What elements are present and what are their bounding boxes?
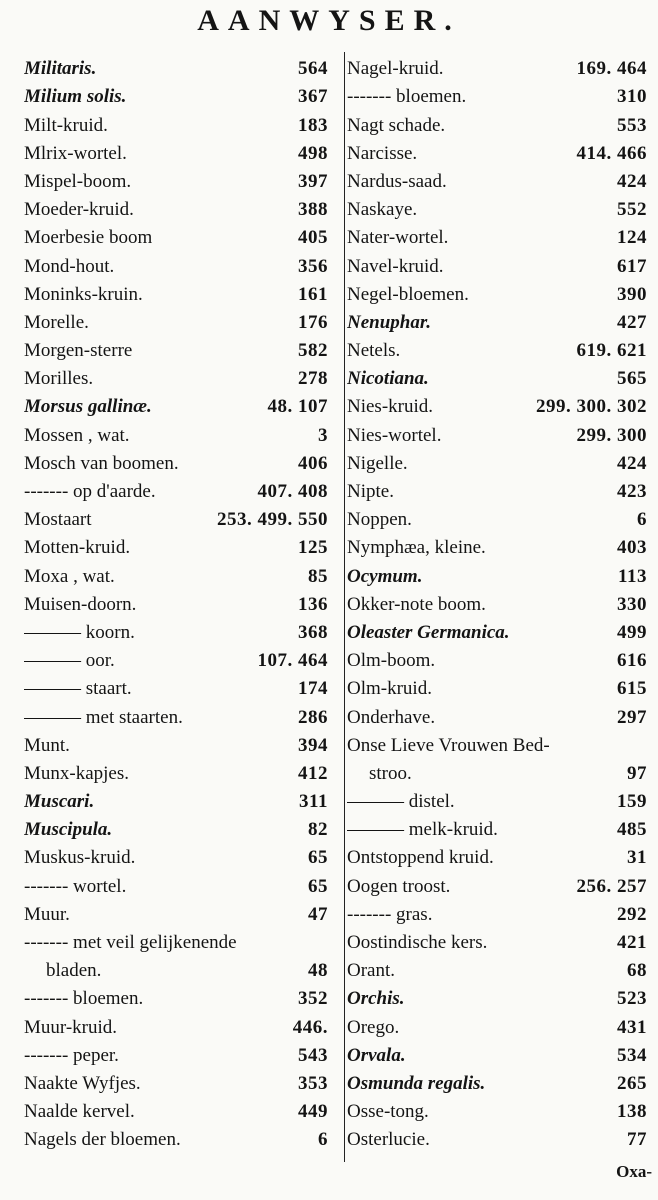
entry-pages: 311 — [299, 791, 328, 813]
entry-term: Osterlucie. — [347, 1129, 430, 1151]
entry-pages: 31 — [627, 847, 647, 869]
entry-term: ------- gras. — [347, 903, 433, 925]
index-entry — [347, 475, 647, 503]
index-entry — [24, 785, 328, 813]
index-entry — [347, 559, 647, 587]
entry-term: Muisen-doorn. — [24, 593, 137, 615]
catchword: Oxa- — [616, 1162, 652, 1181]
entry-pages: 138 — [617, 1101, 647, 1123]
entry-pages: 136 — [298, 593, 328, 615]
entry-term: Moninks-kruin. — [24, 283, 143, 305]
entry-term: ——— koorn. — [24, 621, 135, 643]
index-entry — [24, 954, 328, 982]
index-entry — [24, 390, 328, 418]
entry-term: Morelle. — [24, 311, 89, 333]
index-entry — [24, 334, 328, 362]
entry-pages: 3 — [318, 424, 328, 446]
entry-pages: 449 — [298, 1101, 328, 1123]
entry-term: Orant. — [347, 960, 396, 982]
entry-pages: 403 — [617, 537, 647, 559]
index-entry — [347, 954, 647, 982]
entry-pages: 499 — [617, 621, 647, 643]
entry-pages: 427 — [617, 311, 647, 333]
entry-pages: 406 — [298, 452, 328, 474]
index-entry — [24, 1039, 328, 1067]
index-entry — [24, 700, 328, 728]
entry-term: Osse-tong. — [347, 1101, 429, 1123]
entry-term: Mispel-boom. — [24, 170, 132, 192]
entry-term: ——— melk-kruid. — [347, 819, 498, 841]
index-entry — [24, 898, 328, 926]
entry-term: Morilles. — [24, 368, 94, 390]
index-entry — [347, 644, 647, 672]
index-entry — [347, 418, 647, 446]
entry-pages: 6 — [637, 509, 647, 531]
entry-term: Netels. — [347, 340, 401, 362]
index-entry — [24, 193, 328, 221]
entry-term: Ontstoppend kruid. — [347, 847, 494, 869]
index-entry — [24, 108, 328, 136]
entry-term: Mond-hout. — [24, 255, 115, 277]
entry-pages: 47 — [308, 903, 328, 925]
entry-term: ------- wortel. — [24, 875, 127, 897]
entry-term: Muscipula. — [24, 819, 113, 841]
entry-term: Onse Lieve Vrouwen Bed- — [347, 734, 550, 756]
entry-pages: 424 — [617, 170, 647, 192]
entry-term: Ocymum. — [347, 565, 423, 587]
entry-pages: 617 — [617, 255, 647, 277]
index-entry — [347, 165, 647, 193]
index-entry — [24, 869, 328, 897]
index-entry — [347, 193, 647, 221]
entry-term: Negel-bloemen. — [347, 283, 469, 305]
entry-term: Moerbesie boom — [24, 227, 153, 249]
index-entry — [24, 418, 328, 446]
index-entry — [347, 278, 647, 306]
index-entry — [24, 52, 328, 80]
index-entry — [24, 221, 328, 249]
entry-term: Moeder-kruid. — [24, 199, 134, 221]
entry-term: Naakte Wyfjes. — [24, 1072, 141, 1094]
index-entry — [347, 52, 647, 80]
entry-term: Nagels der bloemen. — [24, 1129, 181, 1151]
entry-pages: 278 — [298, 368, 328, 390]
entry-term: Nigelle. — [347, 452, 408, 474]
entry-term: Milium solis. — [24, 86, 127, 108]
entry-pages: 174 — [298, 678, 328, 700]
entry-term: Orchis. — [347, 988, 405, 1010]
entry-term: Orego. — [347, 1016, 400, 1038]
entry-term: Onderhave. — [347, 706, 436, 728]
index-entry — [347, 1095, 647, 1123]
entry-pages: 330 — [617, 593, 647, 615]
index-entry — [347, 108, 647, 136]
entry-term: Navel-kruid. — [347, 255, 444, 277]
index-entry — [347, 982, 647, 1010]
entry-pages: 423 — [617, 481, 647, 502]
entry-pages: 48. 107 — [267, 396, 328, 418]
entry-pages: 176 — [298, 311, 328, 333]
entry-pages: 552 — [617, 199, 647, 221]
entry-term: Nymphæa, kleine. — [347, 537, 486, 559]
entry-pages: 183 — [298, 114, 328, 136]
entry-pages: 256. 257 — [576, 875, 647, 897]
index-entry — [24, 1095, 328, 1123]
entry-pages: 85 — [308, 565, 328, 587]
index-entry — [347, 1067, 647, 1095]
entry-pages: 292 — [617, 903, 647, 925]
entry-pages: 565 — [617, 368, 647, 390]
entry-pages: 107. 464 — [257, 650, 328, 672]
index-entry — [347, 447, 647, 475]
entry-term: Muur-kruid. — [24, 1016, 118, 1038]
entry-term: ——— staart. — [24, 678, 132, 700]
entry-term: Milt-kruid. — [24, 114, 108, 136]
entry-pages: 388 — [298, 199, 328, 221]
entry-pages: 553 — [617, 114, 647, 136]
entry-term: Nagt schade. — [347, 114, 446, 136]
entry-term: ------- bloemen. — [24, 988, 144, 1010]
entry-pages: 113 — [618, 565, 647, 587]
entry-pages: 564 — [298, 58, 328, 80]
entry-pages: 265 — [617, 1072, 647, 1094]
index-entry — [24, 306, 328, 334]
entry-pages: 299. 300. 302 — [536, 396, 647, 418]
entry-term: Okker-note boom. — [347, 593, 486, 615]
entry-term: Munt. — [24, 734, 70, 756]
index-entry — [24, 729, 328, 757]
index-entry — [24, 559, 328, 587]
entry-pages: 424 — [617, 452, 647, 474]
entry-term: Noppen. — [347, 509, 412, 531]
entry-term: Muscari. — [24, 791, 95, 813]
index-entry — [347, 588, 647, 616]
index-entry — [347, 390, 647, 418]
entry-pages: 169. 464 — [576, 58, 647, 80]
index-entry — [347, 334, 647, 362]
entry-pages: 397 — [298, 170, 328, 192]
entry-pages: 161 — [298, 283, 328, 305]
entry-pages: 619. 621 — [576, 340, 647, 362]
entry-term: Nipte. — [347, 481, 394, 502]
entry-term: Nies-kruid. — [347, 396, 434, 418]
index-entry — [24, 137, 328, 165]
entry-term: ——— met staarten. — [24, 706, 183, 728]
index-entry — [347, 1010, 647, 1038]
entry-term: Muur. — [24, 903, 70, 925]
entry-term: Naalde kervel. — [24, 1101, 135, 1123]
entry-term: ——— oor. — [24, 650, 115, 672]
entry-term: Oostindische kers. — [347, 932, 488, 953]
entry-pages: 356 — [298, 255, 328, 277]
index-entry — [347, 503, 647, 531]
entry-pages: 65 — [308, 847, 328, 869]
index-entry — [347, 531, 647, 559]
entry-pages: 297 — [617, 706, 647, 728]
entry-term: Narcisse. — [347, 142, 418, 164]
entry-term: Mosch van boomen. — [24, 452, 179, 474]
entry-pages: 394 — [298, 734, 328, 756]
entry-term: Olm-kruid. — [347, 678, 432, 700]
entry-pages: 159 — [617, 791, 647, 813]
entry-pages: 97 — [627, 762, 647, 784]
index-entry — [24, 447, 328, 475]
index-entry — [347, 306, 647, 334]
entry-pages: 534 — [617, 1044, 647, 1066]
entry-pages: 412 — [298, 762, 328, 784]
entry-pages: 414. 466 — [576, 142, 647, 164]
entry-pages: 6 — [318, 1129, 328, 1151]
index-entry — [24, 588, 328, 616]
index-entry — [347, 221, 647, 249]
index-entry — [24, 616, 328, 644]
entry-term: Olm-boom. — [347, 650, 436, 672]
entry-pages: 446. — [292, 1016, 328, 1038]
entry-pages: 125 — [298, 537, 328, 559]
entry-pages: 48 — [308, 960, 328, 982]
entry-pages: 431 — [617, 1016, 647, 1038]
index-entry — [24, 165, 328, 193]
index-entry — [347, 1123, 647, 1151]
index-entry — [347, 729, 647, 757]
entry-term: Mostaart — [24, 509, 92, 531]
entry-term: Morsus gallinæ. — [24, 396, 152, 418]
index-entry — [347, 1039, 647, 1067]
entry-pages: 405 — [298, 227, 328, 249]
entry-term: stroo. — [369, 762, 412, 784]
entry-pages: 352 — [298, 988, 328, 1010]
entry-term: Orvala. — [347, 1044, 406, 1066]
entry-term: Nenuphar. — [347, 311, 431, 333]
index-entry — [347, 137, 647, 165]
index-entry — [347, 813, 647, 841]
entry-term: bladen. — [46, 960, 102, 982]
entry-term: ------- peper. — [24, 1044, 119, 1066]
entry-pages: 253. 499. 550 — [217, 509, 328, 531]
entry-pages: 582 — [298, 340, 328, 362]
entry-term: Nagel-kruid. — [347, 58, 444, 80]
index-entry — [24, 982, 328, 1010]
index-entry — [24, 80, 328, 108]
entry-term: Morgen-sterre — [24, 340, 133, 362]
index-entry — [24, 1123, 328, 1151]
entry-pages: 310 — [617, 86, 647, 108]
index-entry — [347, 616, 647, 644]
entry-term: Oleaster Germanica. — [347, 621, 510, 643]
entry-term: Mlrix-wortel. — [24, 142, 127, 164]
index-entry — [347, 700, 647, 728]
entry-term: Nies-wortel. — [347, 424, 442, 446]
entry-term: Militaris. — [24, 58, 97, 80]
entry-pages: 353 — [298, 1072, 328, 1094]
entry-term: Nardus-saad. — [347, 170, 447, 192]
entry-pages: 299. 300 — [576, 424, 647, 446]
index-entry — [347, 249, 647, 277]
entry-term: Osmunda regalis. — [347, 1072, 486, 1094]
entry-term: Mossen , wat. — [24, 424, 130, 446]
entry-term: Naskaye. — [347, 199, 418, 221]
index-entry — [347, 757, 647, 785]
index-entry — [347, 362, 647, 390]
entry-term: ------- bloemen. — [347, 86, 467, 108]
entry-term: Muskus-kruid. — [24, 847, 136, 869]
entry-pages: 543 — [298, 1044, 328, 1066]
index-entry — [24, 531, 328, 559]
index-entry — [24, 278, 328, 306]
entry-pages: 68 — [627, 960, 647, 982]
entry-pages: 82 — [308, 819, 328, 841]
entry-pages: 485 — [617, 819, 647, 841]
entry-term: ------- op d'aarde. — [24, 481, 156, 502]
entry-term: Motten-kruid. — [24, 537, 131, 559]
entry-pages: 77 — [627, 1129, 647, 1151]
index-entry — [24, 672, 328, 700]
index-entry — [347, 841, 647, 869]
entry-term: Munx-kapjes. — [24, 762, 130, 784]
page-title: AANWYSER. — [197, 4, 461, 37]
entry-term: Nater-wortel. — [347, 227, 449, 249]
entry-pages: 390 — [617, 283, 647, 305]
index-entry — [347, 80, 647, 108]
index-entry — [24, 1067, 328, 1095]
index-entry — [24, 841, 328, 869]
entry-term: Moxa , wat. — [24, 565, 115, 587]
entry-term: ——— distel. — [347, 791, 455, 813]
entry-term: ------- met veil gelijkenende — [24, 932, 237, 953]
index-entry — [347, 898, 647, 926]
index-entry — [347, 926, 647, 954]
entry-pages: 367 — [298, 86, 328, 108]
index-entry — [24, 813, 328, 841]
entry-pages: 615 — [617, 678, 647, 700]
entry-pages: 368 — [298, 621, 328, 643]
entry-pages: 616 — [617, 650, 647, 672]
index-entry — [347, 785, 647, 813]
index-entry — [347, 869, 647, 897]
left-column — [24, 52, 328, 1151]
index-entry — [24, 757, 328, 785]
index-entry — [24, 926, 328, 954]
index-entry — [24, 475, 328, 503]
entry-pages: 498 — [298, 142, 328, 164]
entry-pages: 286 — [298, 706, 328, 728]
index-entry — [347, 672, 647, 700]
entry-pages: 407. 408 — [257, 481, 328, 502]
index-entry — [24, 362, 328, 390]
index-entry — [24, 1010, 328, 1038]
right-column — [344, 52, 647, 1162]
index-entry — [24, 644, 328, 672]
index-entry — [24, 503, 328, 531]
entry-pages: 124 — [617, 227, 647, 249]
entry-pages: 65 — [308, 875, 328, 897]
entry-term: Nicotiana. — [347, 368, 429, 390]
entry-pages: 523 — [617, 988, 647, 1010]
entry-term: Oogen troost. — [347, 875, 451, 897]
index-entry — [24, 249, 328, 277]
entry-pages: 421 — [617, 932, 647, 953]
